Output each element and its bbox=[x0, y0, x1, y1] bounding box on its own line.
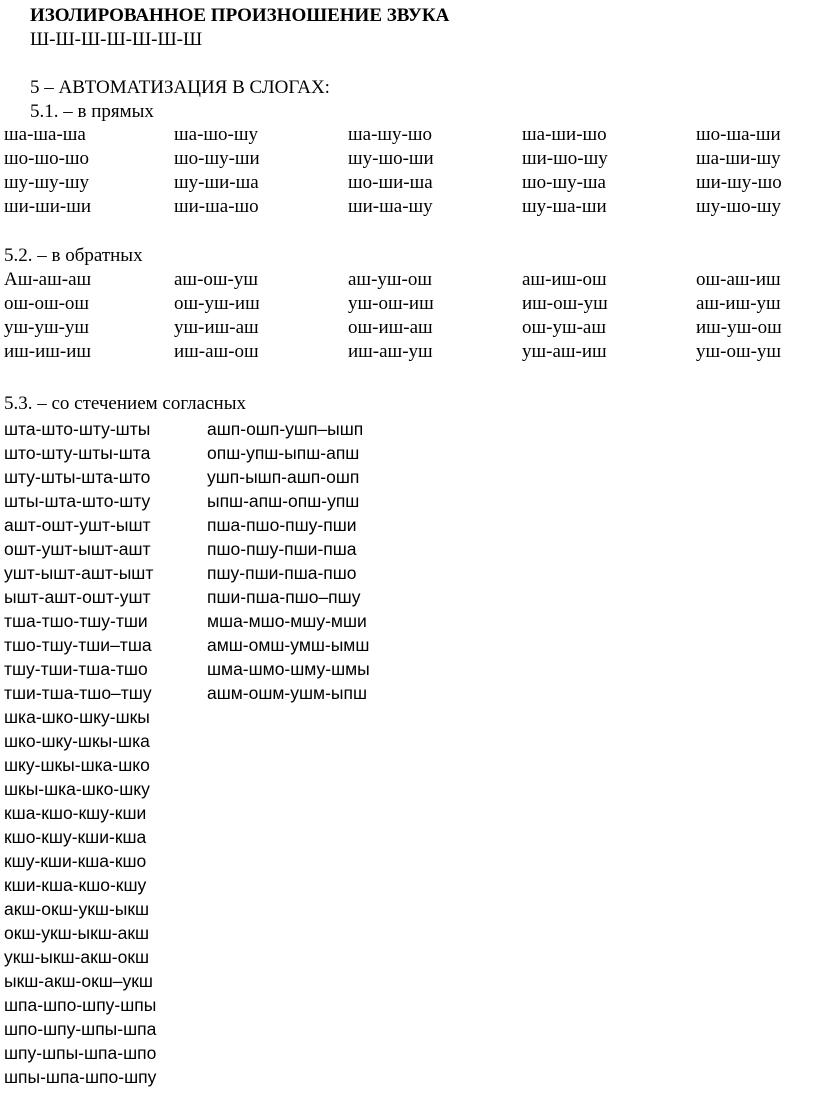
list-item: пши-пша-пшо–пшу bbox=[207, 587, 361, 607]
table-cell: иш-уш-ош bbox=[696, 317, 782, 338]
list-item: шта-што-шту-шты bbox=[4, 419, 151, 439]
list-item: пшо-пшу-пши-пша bbox=[207, 539, 357, 559]
table-cell: ош-аш-иш bbox=[696, 269, 781, 290]
list-item: ыкш-акш-окш–укш bbox=[4, 971, 153, 991]
table-cell: уш-аш-иш bbox=[522, 341, 607, 362]
list-item: укш-ыкш-акш-окш bbox=[4, 947, 150, 967]
table-cell: ши-ша-шу bbox=[348, 196, 433, 217]
table-cell: ши-ши-ши bbox=[4, 196, 92, 217]
table-cell: аш-иш-ош bbox=[522, 269, 607, 290]
list-item: шка-шко-шку-шкы bbox=[4, 707, 150, 727]
list-item: ыпш-апш-опш-упш bbox=[207, 491, 360, 511]
list-item: шты-шта-што-шту bbox=[4, 491, 151, 511]
table-row bbox=[4, 317, 804, 341]
table-cell: ша-шу-шо bbox=[348, 124, 432, 145]
list-item: шма-шмо-шму-шмы bbox=[207, 659, 370, 679]
table-cell: уш-уш-уш bbox=[4, 317, 90, 338]
list-item: амш-омш-умш-ымш bbox=[207, 635, 370, 655]
table-cell: шу-ши-ша bbox=[174, 172, 259, 193]
list-item: ашм-ошм-ушм-ыпш bbox=[207, 683, 368, 703]
table-cell: аш-уш-ош bbox=[348, 269, 432, 290]
list-item: ушт-ышт-ашт-ышт bbox=[4, 563, 154, 583]
section-title: 5 – АВТОМАТИЗАЦИЯ В СЛОГАХ: bbox=[30, 77, 330, 98]
table-cell: ош-уш-аш bbox=[522, 317, 606, 338]
list-item: тшу-тши-тша-тшо bbox=[4, 659, 148, 679]
list-item: ушп-ышп-ашп-ошп bbox=[207, 467, 360, 487]
table-cell: шу-шо-шу bbox=[696, 196, 782, 217]
table-cell: аш-ош-уш bbox=[174, 269, 258, 290]
table-row bbox=[4, 269, 804, 293]
list-item: шпу-шпы-шпа-шпо bbox=[4, 1043, 157, 1063]
list-item: пшу-пши-пша-пшо bbox=[207, 563, 357, 583]
list-item: шту-шты-шта-што bbox=[4, 467, 151, 487]
table-cell: уш-иш-аш bbox=[174, 317, 259, 338]
table-row bbox=[4, 148, 804, 172]
list-item: тшо-тшу-тши–тша bbox=[4, 635, 152, 655]
table-cell: ши-ша-шо bbox=[174, 196, 259, 217]
table-cell: ши-шу-шо bbox=[696, 172, 782, 193]
table-cell: иш-иш-иш bbox=[4, 341, 92, 362]
table-cell: ша-ши-шо bbox=[522, 124, 607, 145]
list-item: шкы-шка-шко-шку bbox=[4, 779, 150, 799]
sound-repetition: Ш-Ш-Ш-Ш-Ш-Ш-Ш bbox=[30, 29, 203, 50]
subsection-heading-clusters: 5.3. – со стечением согласных bbox=[4, 393, 246, 414]
list-item: шко-шку-шкы-шка bbox=[4, 731, 150, 751]
list-item: мша-мшо-мшу-мши bbox=[207, 611, 367, 631]
table-cell: шу-шу-шу bbox=[4, 172, 90, 193]
list-item: шку-шкы-шка-шко bbox=[4, 755, 150, 775]
list-item: ошт-ушт-ышт-ашт bbox=[4, 539, 151, 559]
table-row bbox=[4, 341, 804, 365]
table-cell: ош-ош-ош bbox=[4, 293, 90, 314]
subsection-heading-direct: 5.1. – в прямых bbox=[30, 101, 154, 122]
list-item: окш-укш-ыкш-акш bbox=[4, 923, 150, 943]
list-item: шпы-шпа-шпо-шпу bbox=[4, 1067, 157, 1087]
table-cell: ша-ша-ша bbox=[4, 124, 86, 145]
table-row bbox=[4, 293, 804, 317]
table-cell: ши-шо-шу bbox=[522, 148, 608, 169]
table-cell: ош-уш-иш bbox=[174, 293, 260, 314]
table-cell: уш-ош-иш bbox=[348, 293, 434, 314]
table-cell: шо-ша-ши bbox=[696, 124, 781, 145]
list-item: ышт-ашт-ошт-ушт bbox=[4, 587, 151, 607]
table-row bbox=[4, 124, 804, 148]
list-item: акш-окш-укш-ыкш bbox=[4, 899, 150, 919]
document-title: ИЗОЛИРОВАННОЕ ПРОИЗНОШЕНИЕ ЗВУКА bbox=[30, 5, 450, 26]
list-item: кшу-кши-кша-кшо bbox=[4, 851, 147, 871]
table-cell: аш-иш-уш bbox=[696, 293, 781, 314]
table-cell: шу-шо-ши bbox=[348, 148, 434, 169]
subsection-heading-reverse: 5.2. – в обратных bbox=[4, 245, 143, 266]
table-cell: ша-ши-шу bbox=[696, 148, 781, 169]
table-cell: уш-ош-уш bbox=[696, 341, 782, 362]
table-cell: иш-аш-уш bbox=[348, 341, 433, 362]
list-item: кши-кша-кшо-кшу bbox=[4, 875, 147, 895]
list-item: што-шту-шты-шта bbox=[4, 443, 151, 463]
list-item: шпо-шпу-шпы-шпа bbox=[4, 1019, 157, 1039]
table-cell: шо-ши-ша bbox=[348, 172, 433, 193]
table-cell: иш-ош-уш bbox=[522, 293, 608, 314]
table-cell: Аш-аш-аш bbox=[4, 269, 92, 290]
table-row bbox=[4, 196, 804, 220]
list-item: пша-пшо-пшу-пши bbox=[207, 515, 357, 535]
list-item: кшо-кшу-кши-кша bbox=[4, 827, 147, 847]
list-item: тши-тша-тшо–тшу bbox=[4, 683, 152, 703]
list-item: тша-тшо-тшу-тши bbox=[4, 611, 148, 631]
table-cell: ша-шо-шу bbox=[174, 124, 258, 145]
table-cell: шо-шу-ша bbox=[522, 172, 606, 193]
table-cell: шо-шо-шо bbox=[4, 148, 90, 169]
list-item: кша-кшо-кшу-кши bbox=[4, 803, 147, 823]
list-item: ашт-ошт-ушт-ышт bbox=[4, 515, 151, 535]
list-item: опш-упш-ыпш-апш bbox=[207, 443, 360, 463]
table-cell: шу-ша-ши bbox=[522, 196, 607, 217]
table-cell: шо-шу-ши bbox=[174, 148, 260, 169]
table-cell: ош-иш-аш bbox=[348, 317, 433, 338]
list-item: ашп-ошп-ушп–ышп bbox=[207, 419, 364, 439]
list-item: шпа-шпо-шпу-шпы bbox=[4, 995, 157, 1015]
table-cell: иш-аш-ош bbox=[174, 341, 259, 362]
table-row bbox=[4, 172, 804, 196]
